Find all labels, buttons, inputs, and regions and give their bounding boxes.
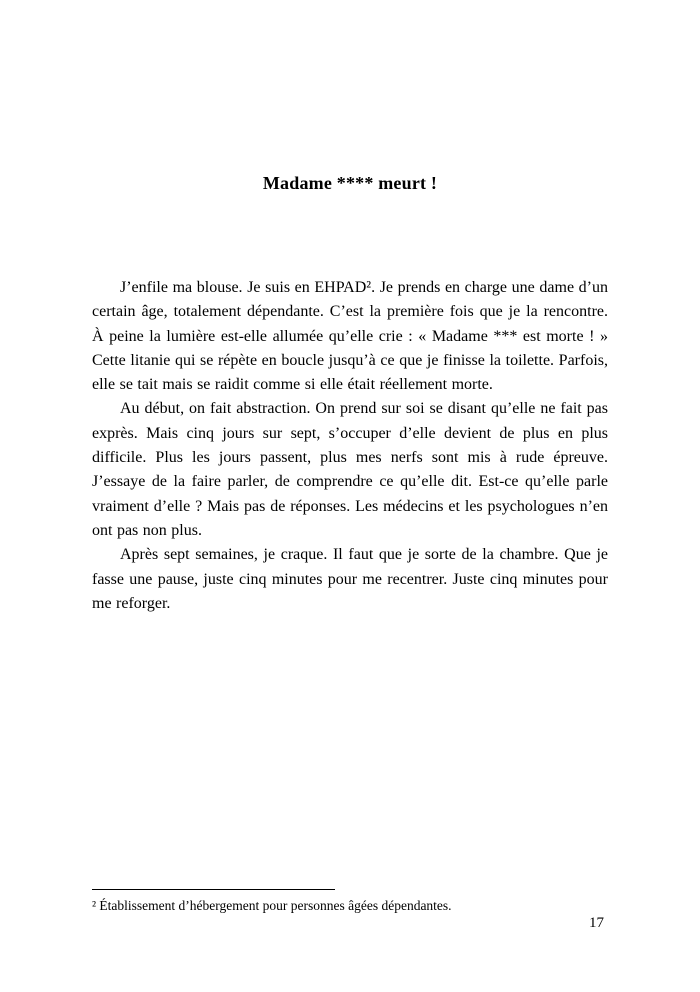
paragraph-3: Après sept semaines, je craque. Il faut que je sorte de la chambre. Que je fasse une pause, juste cinq minutes pour me recentrer. Juste cinq minutes pour me reforger. <box>92 546 608 612</box>
footnote: ² Établissement d’hébergement pour personnes âgées dépendantes. <box>92 898 452 913</box>
body-text <box>92 276 608 616</box>
page-number: 17 <box>589 915 604 931</box>
paragraph-2: Au début, on fait abstraction. On prend sur soi se disant qu’elle ne fait pas exprès. Mais cinq jours sur sept, s’occuper d’elle devient de plus en plus difficile. Plus les jours passent, plus mes nerfs sont mis à rude épreuve. J’essaye de la faire parler, de comprendre ce qu’elle dit. Est-ce qu’elle parle vraiment d’elle ? Mais pas de réponses. Les médecins et les psychologues n’en ont pas non plus. <box>92 400 608 539</box>
chapter-title: Madame **** meurt ! <box>262 173 438 193</box>
paragraph-1: J’enfile ma blouse. Je suis en EHPAD². Je prends en charge une dame d’un certain âge, totalement dépendante. C’est la première fois que je la rencontre. À peine la lumière est-elle allumée qu’elle crie : « Madame *** est morte ! » Cette litanie qui se répète en boucle jusqu’à ce que je finisse la toilette. Parfois, elle se tait mais se raidit comme si elle était réellement morte. <box>92 279 608 394</box>
footnote-separator <box>92 889 335 890</box>
